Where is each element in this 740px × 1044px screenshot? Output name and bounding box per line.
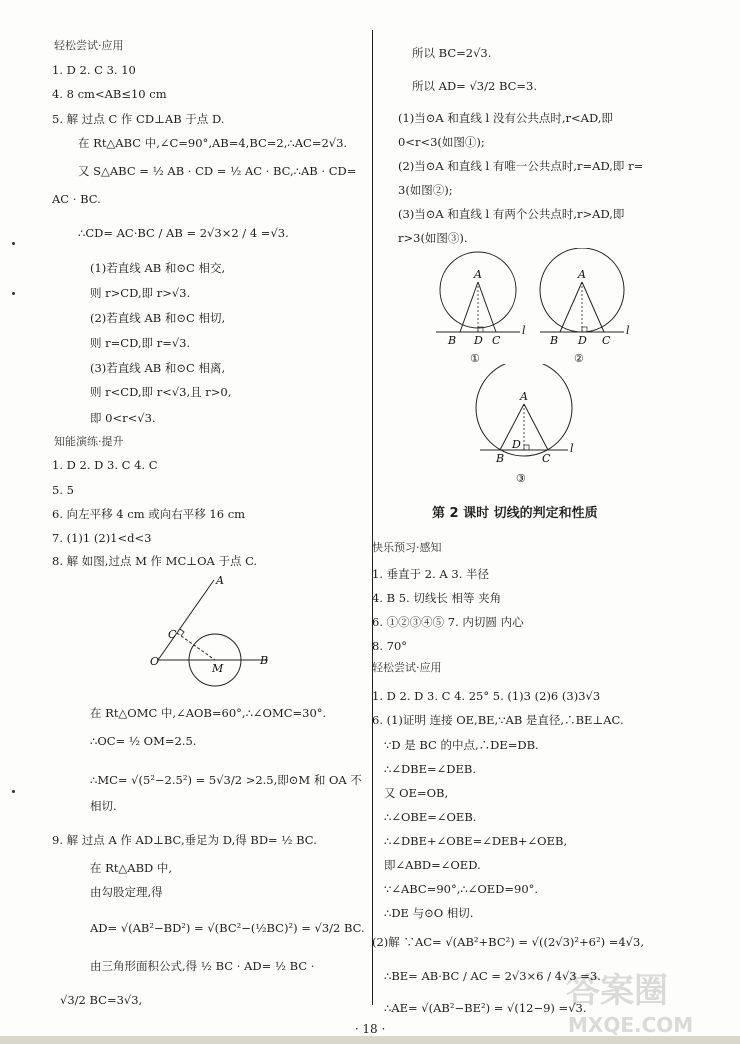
- right-line-9: 快乐预习·感知: [372, 541, 442, 554]
- figure-circle-1: [432, 248, 532, 372]
- fig8-label-B: B: [260, 654, 269, 667]
- left-line-19: 7. (1)1 (2)1<d<3: [52, 531, 152, 545]
- fig8-label-M: M: [212, 662, 224, 675]
- right-line-5: 3(如图②);: [398, 183, 453, 197]
- left-line-29: 由三角形面积公式,得 ½ BC · AD= ½ BC ·: [90, 959, 315, 973]
- left-line-26: 在 Rt△ABD 中,: [90, 861, 173, 875]
- left-line-21: 在 Rt△OMC 中,∠AOB=60°,∴∠OMC=30°.: [90, 706, 327, 720]
- right-line-14: 轻松尝试·应用: [372, 661, 442, 674]
- right-line-26: ∴BE= AB·BC / AC = 2√3×6 / 4√3 =3.: [384, 969, 601, 983]
- right-line-18: ∴∠DBE=∠DEB.: [384, 762, 477, 776]
- left-line-0: 轻松尝试·应用: [54, 39, 124, 52]
- left-line-2: 4. 8 cm<AB≤10 cm: [52, 87, 167, 101]
- left-line-18: 6. 向左平移 4 cm 或向右平移 16 cm: [52, 507, 246, 521]
- right-line-8: 第 2 课时 切线的判定和性质: [432, 506, 598, 521]
- fig1-label-l: l: [522, 324, 526, 337]
- left-line-1: 1. D 2. C 3. 10: [52, 63, 136, 77]
- fig1-label-D: D: [474, 334, 483, 347]
- margin-dot: [12, 790, 15, 793]
- fig2-caption: ②: [574, 352, 584, 365]
- figure-circle-2: [536, 248, 636, 372]
- fig1-caption: ①: [470, 352, 480, 365]
- right-line-16: 6. (1)证明 连接 OE,BE,∵AB 是直径,∴BE⊥AC.: [372, 713, 624, 727]
- fig1-label-A: A: [474, 268, 482, 281]
- right-line-0: 所以 BC=2√3.: [412, 46, 492, 60]
- column-divider: [372, 30, 373, 1005]
- left-line-10: (2)若直线 AB 和⊙C 相切,: [90, 311, 226, 325]
- fig8-label-C: C: [168, 628, 177, 641]
- fig3-caption: ③: [516, 472, 526, 485]
- left-line-27: 由勾股定理,得: [90, 885, 163, 899]
- fig3-label-D: D: [512, 438, 521, 451]
- left-line-5: 又 S△ABC = ½ AB · CD = ½ AC · BC,∴AB · CD=: [78, 164, 357, 178]
- right-line-17: ∵D 是 BC 的中点,∴DE=DB.: [384, 738, 539, 752]
- right-line-11: 4. B 5. 切线长 相等 夹角: [372, 591, 502, 605]
- left-line-11: 则 r=CD,即 r=√3.: [90, 336, 191, 350]
- right-line-12: 6. ①②③④⑤ 7. 内切圆 内心: [372, 615, 524, 629]
- left-line-30: √3/2 BC=3√3,: [60, 993, 143, 1007]
- left-line-28: AD= √(AB²−BD²) = √(BC²−(½BC)²) = √3/2 BC.: [90, 921, 365, 935]
- left-line-3: 5. 解 过点 C 作 CD⊥AB 于点 D.: [52, 112, 225, 126]
- right-line-10: 1. 垂直于 2. A 3. 半径: [372, 567, 489, 581]
- figure-circle-3: [472, 364, 582, 488]
- fig8-label-O: O: [150, 655, 160, 668]
- margin-dot: [12, 292, 15, 295]
- right-line-21: ∴∠DBE+∠OBE=∠DEB+∠OEB,: [384, 834, 568, 848]
- fig2-label-C: C: [602, 334, 611, 347]
- left-line-9: 则 r>CD,即 r>√3.: [90, 286, 191, 300]
- right-line-22: 即∠ABD=∠OED.: [384, 858, 481, 872]
- fig3-label-C: C: [542, 452, 551, 465]
- right-line-1: 所以 AD= √3/2 BC=3.: [412, 79, 538, 93]
- left-line-20: 8. 解 如图,过点 M 作 MC⊥OA 于点 C.: [52, 554, 258, 568]
- right-line-2: (1)当⊙A 和直线 l 没有公共点时,r<AD,即: [398, 111, 613, 125]
- fig2-label-A: A: [578, 268, 586, 281]
- left-line-13: 则 r<CD,即 r<√3,且 r>0,: [90, 385, 232, 399]
- left-line-8: (1)若直线 AB 和⊙C 相交,: [90, 261, 226, 275]
- left-line-17: 5. 5: [52, 483, 74, 497]
- right-line-15: 1. D 2. D 3. C 4. 25° 5. (1)3 (2)6 (3)3√3: [372, 689, 601, 703]
- right-line-25: (2)解 ∵AC= √(AB²+BC²) = √((2√3)²+6²) =4√3,: [372, 935, 644, 949]
- left-line-23: ∴MC= √(5²−2.5²) = 5√3/2 >2.5,即⊙M 和 OA 不: [90, 773, 362, 787]
- right-line-19: 又 OE=OB,: [384, 786, 449, 800]
- left-line-6: AC · BC.: [52, 192, 101, 206]
- svg-text:答案圈: 答案圈: [566, 971, 668, 1011]
- svg-text:MXQE.COM: MXQE.COM: [568, 1013, 694, 1037]
- left-line-25: 9. 解 过点 A 作 AD⊥BC,垂足为 D,得 BD= ½ BC.: [52, 833, 317, 847]
- fig2-label-D: D: [578, 334, 587, 347]
- right-line-6: (3)当⊙A 和直线 l 有两个公共点时,r>AD,即: [398, 207, 625, 221]
- right-line-27: ∴AE= √(AB²−BE²) = √(12−9) =√3.: [384, 1001, 587, 1015]
- fig2-label-B: B: [550, 334, 559, 347]
- right-line-4: (2)当⊙A 和直线 l 有唯一公共点时,r=AD,即 r=: [398, 159, 644, 173]
- page-number: · 18 ·: [354, 1022, 386, 1036]
- left-line-4: 在 Rt△ABC 中,∠C=90°,AB=4,BC=2,∴AC=2√3.: [78, 136, 348, 150]
- right-line-13: 8. 70°: [372, 639, 408, 653]
- left-column: [0, 0, 372, 1010]
- fig8-label-A: A: [216, 574, 224, 587]
- left-line-24: 相切.: [90, 799, 117, 813]
- right-line-23: ∵∠ABC=90°,∴∠OED=90°.: [384, 882, 539, 896]
- margin-dot: [12, 242, 15, 245]
- left-line-7: ∴CD= AC·BC / AB = 2√3×2 / 4 =√3.: [78, 226, 289, 240]
- left-line-22: ∴OC= ½ OM=2.5.: [90, 734, 197, 748]
- fig1-label-C: C: [492, 334, 501, 347]
- right-line-7: r>3(如图③).: [398, 231, 468, 245]
- left-line-15: 知能演练·提升: [54, 435, 124, 448]
- right-line-3: 0<r<3(如图①);: [398, 135, 485, 149]
- fig3-label-A: A: [520, 390, 528, 403]
- fig2-label-l: l: [626, 324, 630, 337]
- left-line-12: (3)若直线 AB 和⊙C 相离,: [90, 361, 226, 375]
- left-line-16: 1. D 2. D 3. C 4. C: [52, 458, 158, 472]
- right-line-20: ∴∠OBE=∠OEB.: [384, 810, 477, 824]
- fig3-label-B: B: [496, 452, 505, 465]
- fig1-label-B: B: [448, 334, 457, 347]
- fig3-label-l: l: [570, 442, 574, 455]
- figure-problem-8: [140, 572, 280, 697]
- left-line-14: 即 0<r<√3.: [90, 411, 156, 425]
- right-line-24: ∴DE 与⊙O 相切.: [384, 906, 474, 920]
